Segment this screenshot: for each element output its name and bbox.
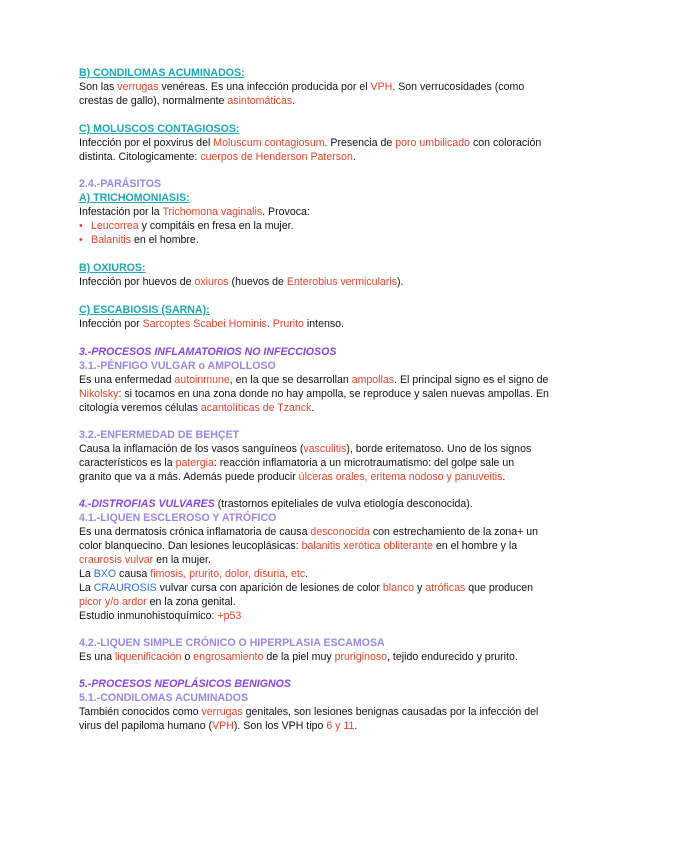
heading-trichomoniasis: A) TRICHOMONIASIS: [79, 192, 190, 204]
highlight: engrosamiento [193, 651, 264, 663]
heading-line [79, 497, 609, 511]
highlight: pruriginoso [334, 651, 388, 663]
highlight: VPH [212, 720, 234, 732]
highlight: blanco [382, 582, 415, 594]
heading-neoplasicos: 5.-PROCESOS NEOPLÁSICOS BENIGNOS [79, 678, 291, 690]
text-line: distinta. Citologicamente: cuerpos de Henderson Paterson. [79, 151, 356, 163]
highlight: VPH [370, 81, 393, 93]
highlight: 6 y 11 [326, 720, 355, 732]
highlight: Sarcoptes Scabei Hominis [142, 318, 267, 330]
section-liquen-simple [79, 636, 609, 664]
section-neoplasicos [79, 677, 609, 733]
text-line: Es una liquenificación o engrosamiento de la piel muy pruriginoso, tejido endurecido y prurito. [79, 651, 518, 663]
heading-parasitos: 2.4.-PARÁSITOS [79, 178, 162, 190]
text-line: La CRAUROSIS vulvar cursa con aparición de lesiones de color blanco y atróficas que producen [79, 582, 534, 594]
heading-distrofias: 4.-DISTROFIAS VULVARES [79, 498, 215, 510]
heading-escabiosis: C) ESCABIOSIS (SARNA): [79, 304, 210, 316]
text-line: granito que va a más. Además puede producir úlceras orales, eritema nodoso y panuveitis. [79, 471, 506, 483]
heading-inflamatorios: 3.-PROCESOS INFLAMATORIOS NO INFECCIOSOS [79, 346, 337, 358]
section-condilomas [79, 66, 609, 108]
text-line: La BXO causa fimosis, prurito, dolor, disuria, etc. [79, 568, 309, 580]
heading-moluscos: C) MOLUSCOS CONTAGIOSOS: [79, 123, 240, 135]
text-line: picor y/o ardor en la zona genital. [79, 596, 236, 608]
section-behcet [79, 428, 609, 484]
bullet-icon: • [79, 220, 83, 232]
text-line: crestas de gallo), normalmente asintomáticas. [79, 95, 296, 107]
highlight: poro umbilicado [395, 137, 471, 149]
highlight: verrugas [201, 706, 243, 718]
section-parasitos [79, 177, 609, 247]
text-line: Es una enfermedad autoinmune, en la que se desarrollan ampollas. El principal signo es el signo de [79, 374, 549, 386]
highlight-blue: BXO [93, 568, 117, 580]
highlight: Moluscum contagiosum [213, 137, 325, 149]
heading-condilomas-acuminados: 5.1.-CONDILOMAS ACUMINADOS [79, 692, 249, 704]
highlight: oxiuros [194, 276, 229, 288]
highlight: picor y/o ardor [79, 596, 147, 608]
highlight: cuerpos de Henderson Paterson [200, 151, 353, 163]
bullet-icon: • [79, 234, 83, 246]
text-line: Infección por huevos de oxiuros (huevos de Enterobius vermicularis). [79, 276, 404, 288]
text-line: También conocidos como verrugas genitales, son lesiones benignas causadas por la infección del [79, 706, 539, 718]
text-line: Es una dermatosis crónica inflamatoria de causa desconocida con estrechamiento de la zona+ un [79, 526, 539, 538]
highlight: autoinmune [174, 374, 230, 386]
section-inflamatorios [79, 345, 609, 415]
highlight: Nikolsky [79, 388, 119, 400]
highlight: Balanitis [91, 234, 132, 246]
list-item: • Balanitis en el hombre. [79, 234, 199, 246]
heading-liquen-simple: 4.2.-LIQUEN SIMPLE CRÓNICO O HIPERPLASIA ESCAMOSA [79, 637, 385, 649]
heading-liquen-escleroso: 4.1.-LIQUEN ESCLEROSO Y ATRÓFICO [79, 512, 277, 524]
text-line: citología veremos células acantolíticas de Tzanck. [79, 402, 315, 414]
highlight: patergia [175, 457, 214, 469]
highlight: acantolíticas de Tzanck [200, 402, 312, 414]
text-line: Infección por Sarcoptes Scabei Hominis. Prurito intenso. [79, 318, 345, 330]
highlight-blue: CRAUROSIS [93, 582, 157, 594]
text-line: Son las verrugas venéreas. Es una infección producida por el VPH. Son verrucosidades (como [79, 81, 525, 93]
highlight: atróficas [425, 582, 466, 594]
highlight: Leucorrea [91, 220, 139, 232]
heading-condilomas: B) CONDILOMAS ACUMINADOS: [79, 67, 245, 79]
highlight: craurosis vulvar [79, 554, 154, 566]
text-line: Nikolsky: si tocamos en una zona donde no hay ampolla, se reproduce y salen nuevas ampollas. En [79, 388, 549, 400]
heading-penfigo: 3.1.-PÉNFIGO VULGAR o AMPOLLOSO [79, 360, 276, 372]
highlight: balanitis xerótica obliterante [301, 540, 433, 552]
text-line: Infestación por la Trichomona vaginalis. Provoca: [79, 206, 310, 218]
highlight: ampollas [351, 374, 395, 386]
highlight: desconocida [310, 526, 370, 538]
section-distrofias [79, 497, 609, 623]
text-line: Estudio inmunohistoquímico: +p53 [79, 610, 242, 622]
text-line: color blanquecino. Dan lesiones leucoplásicas: balanitis xerótica obliterante en el hombre y la [79, 540, 518, 552]
highlight: Trichomona vaginalis [162, 206, 263, 218]
text-line: virus del papiloma humano (VPH). Son los VPH tipo 6 y 11. [79, 720, 358, 732]
section-escabiosis [79, 303, 609, 331]
heading-behcet: 3.2.-ENFERMEDAD DE BEHÇET [79, 429, 240, 441]
highlight: úlceras orales, eritema nodoso y panuveitis [298, 471, 503, 483]
section-oxiuros [79, 261, 609, 289]
highlight: Prurito [272, 318, 304, 330]
highlight: Enterobius vermicularis [286, 276, 398, 288]
highlight: verrugas [117, 81, 159, 93]
text-line: característicos es la patergia: reacción inflamatoria a un microtraumatismo: del golpe sale un [79, 457, 515, 469]
text-line: Causa la inflamación de los vasos sanguíneos (vasculitis), borde eritematoso. Uno de los signos [79, 443, 532, 455]
text-line: Infección por el poxvirus del Moluscum contagiosum. Presencia de poro umbilicado con coloración [79, 137, 542, 149]
highlight: fimosis, prurito, dolor, disuria, etc [150, 568, 306, 580]
highlight: vasculitis [303, 443, 347, 455]
section-moluscos [79, 122, 609, 164]
heading-oxiuros: B) OXIUROS: [79, 262, 146, 274]
heading-note: (trastornos epiteliales de vulva etiología desconocida). [214, 498, 473, 510]
highlight: asintomáticas [227, 95, 293, 107]
text-line: craurosis vulvar en la mujer. [79, 554, 211, 566]
highlight: +p53 [217, 610, 242, 622]
highlight: liquenificación [114, 651, 182, 663]
list-item: • Leucorrea y compitáis en fresa en la mujer. [79, 220, 294, 232]
